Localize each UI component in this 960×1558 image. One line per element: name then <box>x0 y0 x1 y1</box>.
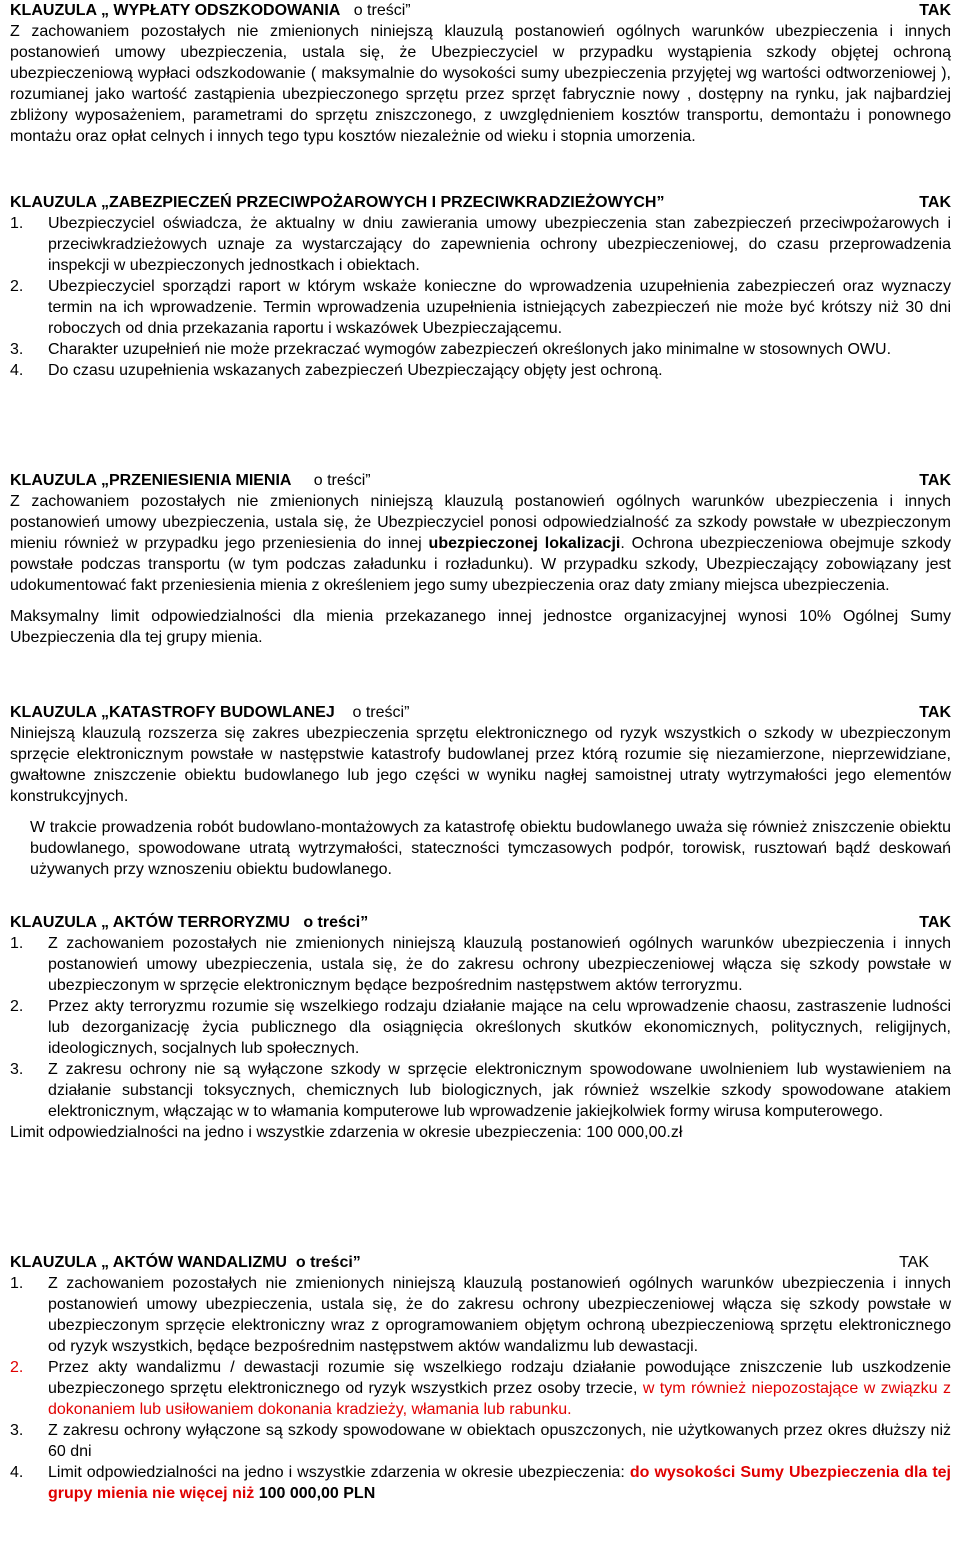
list-item <box>10 360 951 381</box>
clause-title: KLAUZULA „ZABEZPIECZEŃ PRZECIWPOŻAROWYCH I PRZECIWKRADZIEŻOWYCH” <box>10 194 665 211</box>
clause-wyplaty <box>10 0 951 147</box>
list-text: Ubezpieczyciel oświadcza, że aktualny w dniu zawierania umowy ubezpieczenia stan zabezpieczeń przeciwpożarowych i przeciwkradzieżowych uznaje za wystarczający do zapewnienia ochrony ubezpieczeniowej, do czasu przeprowadzenia inspekcji w ubezpieczonych jednostkach i obiektach. <box>48 215 951 274</box>
list-text: Z zakresu ochrony nie są wyłączone szkody w sprzęcie elektronicznym spowodowane uwolnieniem lub wystawieniem na działanie substancji toksycznych, chemicznych lub biologicznych, jak również wszelkie szkody spowodowane atakiem elektronicznym, włączając w to włamania komputerowe lub wprowadzenie jakiejkolwiek formy wirusa komputerowego. <box>48 1061 951 1120</box>
clause-heading <box>10 0 951 21</box>
clause-status: TAK <box>919 704 951 721</box>
list-item <box>10 933 951 996</box>
list-number: 1. <box>10 1275 24 1292</box>
body-text: Z zachowaniem pozostałych nie zmienionych niniejszą klauzulą postanowień ogólnych warunków ubezpieczenia i innych postanowień umowy ubezpieczenia, ustala się, że Ubezpieczyciel ponosi odpowiedzialność za szkody powstałe w ubezpieczonym mieniu również w przypadku jego przeniesienia do innej <box>10 493 951 552</box>
clause-status: TAK <box>919 472 951 489</box>
clause-title-suffix: o treści” <box>313 472 371 489</box>
clause-katastrofy <box>10 702 951 880</box>
clause-status: TAK <box>919 2 951 19</box>
body-text: . Ochrona ubezpieczeniowa obejmuje szkody powstałe podczas transportu (w tym podczas załadunku i rozładunku). W przypadku szkody, Ubezpieczający zobowiązany jest udokumentować fakt przeniesienia mienia z określeniem jego sumy ubezpieczenia oraz daty zmiany miejsca ubezpieczenia. <box>10 535 952 594</box>
list-item <box>10 996 951 1059</box>
list-number: 2. <box>10 998 24 1015</box>
clause-list <box>10 933 951 1122</box>
list-text <box>48 1462 951 1504</box>
clause-zabezpieczen <box>10 192 951 381</box>
clause-limit: Limit odpowiedzialności na jedno i wszystkie zdarzenia w okresie ubezpieczenia: 100 000,00.zł <box>10 1124 683 1141</box>
clause-list <box>10 213 951 381</box>
list-item <box>10 213 951 276</box>
clause-title-suffix: o treści” <box>353 2 411 19</box>
body-bold-text: ubezpieczonej lokalizacji <box>428 535 621 552</box>
list-number: 4. <box>10 362 24 379</box>
list-number: 4. <box>10 1464 24 1481</box>
clause-title-suffix: o treści” <box>303 914 369 931</box>
list-text: Z zakresu ochrony wyłączone są szkody spowodowane w obiektach opuszczonych, nie użytkowanych przez okres dłuższy niż 60 dni <box>48 1422 951 1460</box>
list-number: 1. <box>10 935 24 952</box>
clause-przeniesienia <box>10 470 951 648</box>
list-text-part: Limit odpowiedzialności na jedno i wszystkie zdarzenia w okresie ubezpieczenia: <box>48 1464 625 1481</box>
list-text: Ubezpieczyciel sporządzi raport w którym wskaże konieczne do wprowadzenia uzupełnienia zabezpieczeń oraz wyznaczy termin na ich wprowadzenie. Termin wprowadzenia uzupełnienia istniejących zabezpieczeń nie może być krótszy niż 30 dni roboczych od dnia przekazania raportu i wskazówek Ubezpieczającemu. <box>48 278 951 337</box>
list-text: Z zachowaniem pozostałych nie zmienionych niniejszą klauzulą postanowień ogólnych warunków ubezpieczenia i innych postanowień umowy ubezpieczenia, ustala się, że do zakresu ochrony ubezpieczeniowej włącza się szkody powstałe w ubezpieczonym w sprzęcie elektronicznym będące bezpośrednim następstwem aktów terroryzmu. <box>48 935 951 994</box>
clause-title: KLAUZULA „ AKTÓW TERRORYZMU <box>10 914 290 931</box>
list-text-amount: 100 000,00 PLN <box>258 1485 376 1502</box>
list-number: 2. <box>10 1359 24 1376</box>
list-text: Przez akty terroryzmu rozumie się wszelkiego rodzaju działanie mające na celu wprowadzenie chaosu, zastraszenie ludności lub dezorganizację życia publicznego dla osiągnięcia określonych skutków ekonomicznych, politycznych, religijnych, ideologicznych, socjalnych lub społecznych. <box>48 998 951 1057</box>
list-text-part: Przez akty wandalizmu / dewastacji rozumie się wszelkiego rodzaju działanie powodujące zniszczenie lub uszkodzenie ubezpieczonego sprzętu elektronicznego od ryzyk wszystkich przez osoby trzecie, <box>48 1359 951 1397</box>
clause-heading <box>10 702 951 723</box>
clause-status: TAK <box>919 914 951 931</box>
clause-body: Z zachowaniem pozostałych nie zmienionych niniejszą klauzulą postanowień ogólnych warunków ubezpieczenia i innych postanowień umowy ubezpieczenia, ustala się, że Ubezpieczyciel w przypadku wystąpienia szkody objętej ochroną ubezpieczeniową wypłaci odszkodowanie ( maksymalnie do wysokości sumy ubezpieczenia przyjętej wg wartości odtworzeniowej ), rozumianej jako wartość zastąpienia ubezpieczonego sprzętu przez sprzęt fabrycznie nowy , dostępny na rynku, jak najbardziej zbliżony wyposażeniem, parametrami do sprzętu zniszczonego, z uwzględnieniem kosztów transportu, demontażu i ponownego montażu oraz opłat celnych i innych tego typu kosztów niezależnie od wieku i stopnia umorzenia. <box>10 23 951 145</box>
list-text: Charakter uzupełnień nie może przekraczać wymogów zabezpieczeń określonych jako minimalne w stosownych OWU. <box>48 341 892 358</box>
clause-heading <box>10 1252 951 1273</box>
list-number: 3. <box>10 1061 24 1078</box>
list-item <box>10 1357 951 1420</box>
list-number: 3. <box>10 1422 24 1439</box>
list-number: 2. <box>10 278 24 295</box>
list-text-highlight: do wysokości Sumy Ubezpieczenia dla tej grupy mienia nie więcej niż <box>48 1464 951 1502</box>
clause-title: KLAUZULA „PRZENIESIENIA MIENIA <box>10 472 292 489</box>
clause-limit: Maksymalny limit odpowiedzialności dla mienia przekazanego innej jednostce organizacyjnej wynosi 10% Ogólnej Sumy Ubezpieczenia dla tej grupy mienia. <box>10 608 951 646</box>
clause-title-suffix: o treści” <box>295 1254 361 1271</box>
clause-terroryzmu <box>10 912 951 1143</box>
list-number: 1. <box>10 215 24 232</box>
list-item <box>10 276 951 339</box>
list-text <box>48 1357 951 1420</box>
list-item <box>10 1462 951 1504</box>
clause-body: Niniejszą klauzulą rozszerza się zakres ubezpieczenia sprzętu elektronicznego od ryzyk wszystkich o szkody w ubezpieczonym sprzęcie elektronicznym powstałe w następstwie katastrofy budowlanej przez którą rozumie się niezamierzone, nieprzewidziane, gwałtowne zniszczenie obiektu budowlanego lub jego części w wyniku nagłej samoistnej utraty wytrzymałości jego elementów konstrukcyjnych. <box>10 725 951 805</box>
clause-heading <box>10 470 951 491</box>
clause-heading <box>10 192 951 213</box>
list-item <box>10 1059 951 1122</box>
clause-title: KLAUZULA „KATASTROFY BUDOWLANEJ <box>10 704 335 721</box>
list-item <box>10 339 951 360</box>
list-item <box>10 1420 951 1462</box>
list-text: Z zachowaniem pozostałych nie zmienionych niniejszą klauzulą postanowień ogólnych warunków ubezpieczenia i innych postanowień umowy ubezpieczenia, ustala się, że do zakresu ochrony ubezpieczeniowej włącza się szkody powstałe w ubezpieczonym sprzęcie elektroniczny wraz z oprogramowaniem objętym ochroną ubezpieczeniową sprzętu elektronicznego od ryzyk wszystkich, będące bezpośrednim następstwem aktów wandalizmu lub dewastacji. <box>48 1275 951 1355</box>
clause-status: TAK <box>899 1254 929 1271</box>
clause-heading <box>10 912 951 933</box>
list-number: 3. <box>10 341 24 358</box>
clause-title: KLAUZULA „ AKTÓW WANDALIZMU <box>10 1254 287 1271</box>
clause-body <box>10 491 951 596</box>
clause-body-2: W trakcie prowadzenia robót budowlano-montażowych za katastrofę obiektu budowlanego uważa się również zniszczenie obiektu budowlanego, spowodowane utratą wytrzymałości, stateczności tymczasowych podpór, torowisk, rusztowań bądź deskowań używanych przy wznoszeniu obiektu budowlanego. <box>30 819 951 878</box>
clause-status: TAK <box>919 194 951 211</box>
clause-title-suffix: o treści” <box>352 704 410 721</box>
clause-title: KLAUZULA „ WYPŁATY ODSZKODOWANIA <box>10 2 341 19</box>
clause-list <box>10 1273 951 1504</box>
list-text-highlight: w tym również niepozostające w związku z dokonaniem lub usiłowaniem dokonania kradzieży, włamania lub rabunku. <box>48 1380 952 1418</box>
list-text: Do czasu uzupełnienia wskazanych zabezpieczeń Ubezpieczający objęty jest ochroną. <box>48 362 663 379</box>
list-item <box>10 1273 951 1357</box>
clause-wandalizmu <box>10 1252 951 1504</box>
